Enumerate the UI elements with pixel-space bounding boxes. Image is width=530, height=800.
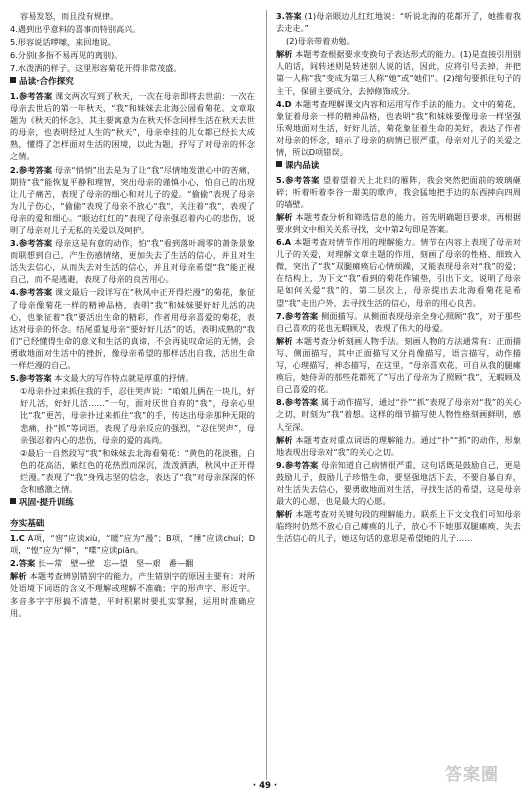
answer-label: 3.答案 (276, 11, 302, 21)
text-paragraph (276, 236, 521, 309)
paragraph-text: (2)母亲带着劝勉。 (286, 36, 355, 47)
right-column (276, 10, 521, 545)
text-paragraph (10, 570, 255, 618)
text-paragraph (276, 335, 521, 395)
paragraph-text: 本文最大的写作特点就是厚重的抒情。 (54, 373, 194, 384)
column-divider (266, 10, 267, 780)
answer-label: 2.参考答案 (10, 164, 53, 175)
section-heading-text: 巩固·提升训练 (19, 498, 74, 509)
paragraph-text: 母亲知道自己病情很严重，这句话既是鼓励自己，更是鼓励儿子，鼓励儿子珍惜生命，要坚强地活下去，不要自暴自弃，对生活失去信心，要勇敢地面对生活，寻找生活的希望，这是母亲最大的心愿，也是最大的心愿。 (276, 459, 521, 507)
subsection-heading: 夯实基础 (10, 518, 44, 532)
text-paragraph (276, 174, 521, 210)
paragraph-text: 本题考查分析刻画人物手法。刻画人物的方法通常有：正面描写、侧面描写，其中正面描写又分肖像描写，语言描写，动作描写，心理描写，神态描写，在这里，“母亲喜欢花，可自从我的腿瘫痪后，她侍弄的那些花都死了”写出了母亲为了照顾“我”，无暇顾及自己喜爱的花。 (276, 335, 521, 395)
paragraph-text: A项，“窖”应读xiù，“暖”应为“漫”；B项，“捶”应读chuí；D项，“惶”应为“惮”，“喋”应读piān。 (10, 533, 255, 556)
square-bullet-icon (10, 77, 16, 83)
text-paragraph (10, 90, 255, 163)
section-heading (276, 160, 521, 173)
text-paragraph (276, 48, 521, 96)
answer-label: 解析 (276, 509, 293, 520)
text-paragraph (276, 310, 521, 334)
text-paragraph (10, 62, 255, 74)
text-paragraph (10, 36, 255, 48)
subsection-wrapper (10, 511, 255, 533)
paragraph-text: 容易发怒，而且没有规律。 (20, 11, 119, 21)
text-paragraph (10, 164, 255, 237)
text-paragraph (10, 385, 255, 445)
answer-label: 5.参考答案 (10, 373, 52, 384)
text-paragraph (10, 237, 255, 285)
answer-label: 8.参考答案 (276, 397, 319, 408)
text-paragraph (276, 508, 521, 544)
answer-label: 解析 (10, 571, 27, 582)
text-paragraph (10, 49, 255, 61)
answer-label: 解析 (276, 335, 293, 346)
section-heading-text: 课内品读 (285, 161, 320, 172)
text-paragraph (276, 434, 521, 458)
answer-label: 2.答案 (10, 558, 36, 569)
text-paragraph (10, 372, 255, 384)
paragraph-text: 母亲“悄悄”出去是为了让“我”尽情地发泄心中的苦痛，期待“我”能恢复平静和理智，突出母亲的谨慎小心，怕自己的出现让儿子痛苦，表现了母亲的细心和对儿子的爱。“偷偷”表现了母亲为儿子伤心，“偷偷”表现了母亲不放心“我”，关注着“我”，表现了母亲的爱和细心。“眼边红红的”表现了母亲强忍着内心的悲伤，说明了母亲对儿子无私的关爱以及呵护。 (10, 164, 256, 235)
text-paragraph (276, 35, 521, 47)
text-paragraph (276, 211, 521, 235)
answer-label: 1.C (10, 533, 25, 544)
paragraph-text: 望着望着天上北归的雁阵，我会突然把面前的玻璃砸碎；听着听着李谷一甜美的歌声，我会猛地把手边的东西摔向四周的墙壁。 (276, 174, 521, 209)
answer-label: 解析 (276, 49, 293, 60)
answer-label: 5.参考答案 (276, 174, 320, 185)
section-heading (10, 76, 255, 89)
answer-label: 1.参考答案 (10, 90, 53, 101)
answer-label: 3.参考答案 (10, 238, 53, 249)
answer-label: 4.D (276, 98, 292, 109)
square-bullet-icon (10, 498, 16, 504)
paragraph-text: 属于动作描写，通过“扑”“抓”表现了母亲对“我”的关心之切，时刻为“我”着想。这样的细节描写使人物性格刻画鲜明，感人至深。 (276, 397, 522, 432)
text-paragraph (276, 459, 521, 507)
paragraph-text: 7.水泼洒的样子。这里形容菊花开得非常茂盛。 (10, 63, 182, 74)
text-paragraph (10, 557, 255, 569)
paragraph-text: 本题考查对关键句段的理解能力。联系上下文文我们可知母亲临终时仍然不放心自己瘫痪的儿子，放心不下她那双腿瘫痪、失去生活信心的儿子，她这句话的意思是希望她的儿子…… (276, 509, 521, 544)
paragraph-text: 长—常 壁—壁 忘—望 坚—艰 番—翻 (37, 558, 194, 569)
text-paragraph (276, 396, 521, 432)
text-paragraph (10, 286, 255, 371)
paragraph-text: 本题考查辨别错别字的能力，产生错别字的原因主要有：对所处语境下词语的含义不理解或理解不准确；字的形声字、形近字。多音多字字形搞不清楚，平时积累时要扎实掌握，运用时准确应用。 (10, 571, 255, 618)
paragraph-text: ②最后一自然段写“我”和妹妹去北海看菊花：“黄色的花淡雅，白色的花高洁，紫红色的花热烈而深沉，泼泼洒洒，秋风中正开得烂漫。”表现了“我”身残志坚的信念，表达了“我”对母亲深深的怀念和感激之情。 (20, 447, 255, 494)
page-number: · 49 · (252, 781, 278, 791)
paragraph-text: 本题考查分析和筛选信息的能力。首先明确题目要求，再根据要求到文中相关关系寻找，文中第2句即是答案。 (276, 211, 521, 234)
answer-label: 4.参考答案 (10, 287, 53, 298)
paragraph-text: 6.分别(多指不易再见的离别)。 (10, 50, 123, 61)
left-column (10, 10, 255, 620)
text-paragraph (10, 23, 255, 35)
answer-label: 解析 (276, 211, 293, 222)
paragraph-text: 本题考查理解课文内容和运用写作手法的能力。文中的菊花，象征着母亲一样的精神品格，也表明“我”和妹妹要像母亲一样坚强乐观地面对生活，好好儿活，菊花象征着生命的美好，表达了作者对母亲的怀念，暗示了母亲的病情已很严重，母亲对儿子的关爱之情，所以D项错误。 (276, 98, 521, 158)
text-paragraph (10, 447, 255, 495)
answer-label: 6.A (276, 237, 292, 248)
watermark-logo: 答案圈 (445, 765, 499, 785)
paragraph-text: 侧面描写。从侧面表现母亲全身心照顾“我”，对于那些自己喜欢的花也无暇顾及，表现了伟大的母爱。 (276, 310, 522, 333)
paragraph-text: (1)母亲眼边儿红红地说：“听说北海的花都开了，她推着我去走走。” (276, 11, 521, 34)
paragraph-text: 母亲这是有意的动作，怕“我”看到落叶凋零的萧条景象而联想到自己，产生伤感情绪，更加失去了生活的信心，并且对生活失去信心，从而失去对生活的信心，并且对母亲希望“我”能正视自己，而不是逃避，表现了母亲的良苦用心。 (10, 238, 256, 285)
section-heading (10, 497, 255, 510)
square-bullet-icon (276, 161, 282, 167)
text-paragraph (10, 532, 255, 556)
answer-label: 7.参考答案 (276, 310, 319, 321)
text-paragraph (10, 10, 255, 22)
answer-label: 解析 (276, 434, 293, 445)
paragraph-text: 4.遇到出乎意料的喜事而特别高兴。 (10, 24, 141, 35)
answer-label: 9.参考答案 (276, 459, 319, 470)
paragraph-text: ①母亲扑过来抓住我的手，忍住哭声说：“咱娘儿俩在一块儿，好好儿活，好好儿活……”一句，面对厌世自弃的“我”，母亲心里比“我”更苦，母亲扑过来抓住“我”的手，传达出母亲那种无限的悲痛，扑“抓”等词语，表现了母亲反应的强烈，“忍住哭声”，母亲强忍着内心的悲伤，母亲的爱的高尚。 (20, 386, 255, 445)
paragraph-text: 本题考查对情节作用的理解能力。情节在内容上表现了母亲对儿子的关爱，对理解文章主题的作用，刻画了母亲的性格、细致入微，突出了“我”双腿瘫痪后心情烦躁，又能表现母亲对“我”的爱；在结构上，为下文“我”看到的菊花作铺垫，引出下文，说明了母亲是如何关爱“我”的，第二层次上，母亲提出去北海看菊花是希望“我”走出户外，去寻找生活的信心，母亲的用心良苦。 (276, 237, 521, 308)
paragraph-text: 课文最后一段详写在“秋风中正开得烂漫”的菊花，象征了母亲像菊花一样的精神品格，表明“我”和妹妹要好好儿活的决心，也象征着“我”要活出生命的精彩，作者用母亲喜爱的菊花，表达对母亲的怀念。结尾重复母亲“要好好儿活”的话，表明成熟的“我们”已经懂得生命的意义和生活的真谛，不会再徒叹命运的无情，会勇敢地面对生活中的挫折，像母亲希望的那样活出自我，活出生命一样烂漫的自己。 (10, 287, 256, 371)
paragraph-text: 课文两次写到了秋天，一次在母亲即将去世前：一次在母亲去世后的第一年秋天，“我”和妹妹去北海公园看菊花。文章取题为《秋天的怀念》，其主要寓意为在秋天怀念同样生活在秋天去世的母亲，也表明经过人生的“秋天”，母亲牵挂的儿女都已经长大成熟，懂得了怎样面对生活的困境，以此为题，抒写了对母亲的怀念之情。 (10, 90, 255, 162)
text-paragraph (276, 10, 521, 34)
paragraph-text: 5.形容说话啰嗦，来回地说。 (10, 37, 117, 48)
paragraph-text: 本题考查对重点词语的理解能力。通过“扑”“抓”的动作，形象地表现出母亲对“我”的关心之切。 (276, 434, 521, 457)
section-heading-text: 品读·合作探究 (19, 77, 74, 88)
text-paragraph (276, 98, 521, 158)
paragraph-text: 本题考查根据要求变换句子表达形式的能力。(1)是直接引用别人的话，间转述则是转述别人说的话，因此，应将引号去掉，并把第一人称“我”变成为第三人称“她”或“她们”。(2)缩句要抓住句子的主干，保留主要成分，去掉修饰成分。 (276, 49, 521, 96)
